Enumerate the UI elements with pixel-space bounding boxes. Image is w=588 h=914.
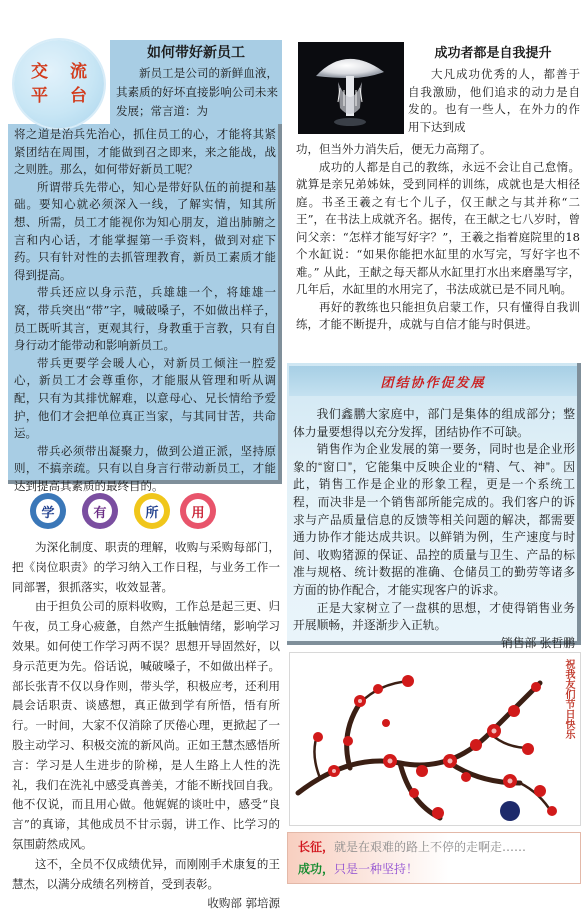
badge-line-2: 平 台	[31, 86, 95, 106]
article-paragraph: 带兵更要学会暖人心，对新员工倾注一腔爱心，新员工才会尊重你，才能服从管理和听从调配，只有为其排忧解难，以意母心、兄长情给予爱护，他们才会把单位真正当家，与其同甘苦，共命运。	[14, 355, 276, 441]
quote-text: 只是一种坚持！	[334, 862, 419, 876]
learn-article	[12, 538, 280, 914]
article-body	[14, 126, 276, 495]
teamwork-paragraph: 我们鑫鹏大家庭中，部门是集体的组成部分；整体力量要想得以充分发挥，团结协作不可缺。	[293, 407, 575, 439]
success-paragraph: 功，但当外力消失后，便无力高翔了。	[296, 142, 492, 156]
quote-line-2	[298, 858, 570, 880]
greeting-tag: klick	[522, 807, 538, 815]
article-paragraph: 将之道是治兵先治心，抓住员工的心，才能将其紧紧团结在周围，才能做到召之即来，来之能战，战之则胜。那么，如何带好新员工呢？	[14, 127, 276, 177]
badge-line-1: 交 流	[31, 62, 95, 82]
article-paragraph: 所谓带兵先带心，知心是带好队伍的前提和基础。要知心就必须深入一线，了解实情，知其所想、所需，员工才能视你为知心朋友，道出肺腑之言和内心话，才能掌握第一手资料，做到对症下药。只有针对性的去抓管理教育，新员工素质才能得到提高。	[14, 179, 276, 282]
success-lead: 大凡成功优秀的人，都善于自我激励，他们追求的动力是自发的。也有一些人，在外力的作用下达到成	[408, 67, 580, 134]
teamwork-signature: 销售部 张哲鹏	[500, 635, 575, 650]
article-paragraph: 带兵必须带出凝聚力，做到公道正派，坚持原则，不搞亲疏。只有以自身言行带动新员工，才能达到提高其素质的最终目的。	[14, 443, 276, 493]
teamwork-article	[293, 406, 575, 652]
section-heading-circles	[30, 493, 230, 529]
success-paragraph: 再好的教练也只能担负启蒙工作，只有懂得自我训练，才能不断提升，成就与自信才能与时俱进。	[296, 299, 580, 331]
success-paragraph: 成功的人都是自己的教练，永远不会让自己怠惰。就算是亲兄弟姊妹，受到同样的训练，成就也是大相径庭。书圣王羲之有七个儿子，仅王献之与其并称“二王”，在书法上成就齐名。据传，在王献之七八岁时，曾问父亲：“怎样才能写好字？”，王羲之指着庭院里的18个水缸说：“如果你能把水缸里的水写完，写好字也不难。” 从此，王献之每天都从水缸里打水出来磨墨写字，几年后，水缸里的水用完了，书法成就已是不同凡响。	[296, 159, 580, 296]
article-intro: 新员工是公司的新鲜血液，其素质的好坏直接影响公司未来发展；常言道：为	[116, 66, 278, 118]
section-badge	[14, 40, 104, 128]
success-body	[296, 141, 580, 334]
article-title: 如何带好新员工	[147, 45, 245, 61]
quote-line-1	[298, 836, 570, 858]
mushroom-photo	[298, 42, 404, 134]
teamwork-paragraph: 销售作为企业发展的第一要务，同时也是企业形象的“窗口”，它能集中反映企业的“精、气、神”。因此，销售工作是企业的形象工程，更是一个系统工程，而决非是一个销售部所能完成的。我们客户的诉求与产品质量信息的反馈等相关问题的解决，都需要通力协作才能达成共识。以鲜销为例，生产速度与时间、收购猪源的保证、品控的质量与卫生、产品的标准与规格、统计数据的准确、仓储员工的勤劳等诸多方面的协作配合，才能实现客户的诉求。	[293, 442, 575, 597]
learn-paragraph: 这不，全员不仅成绩优异，而刚刚手术康复的王慧杰，以满分成绩名列榜首，受到表彰。	[12, 856, 280, 891]
teamwork-paragraph: 正是大家树立了一盘棋的思想，才使得销售业务开展顺畅，并逐渐步入正轨。	[293, 600, 575, 633]
quote-keyword: 长征，	[298, 840, 335, 854]
heading-circle: 用	[180, 493, 216, 529]
learn-signature: 收购部 郭培源	[207, 896, 280, 911]
learn-paragraph: 为深化制度、职责的理解，收购与采购每部门，把《岗位职责》的学习纳入工作日程，与业务工作一同部署，狠抓落实，收效显著。	[12, 540, 280, 594]
greeting-vertical-text: 祝我友们节日快乐	[563, 659, 574, 739]
plum-blossom-illustration	[289, 652, 581, 826]
heading-circle: 学	[30, 493, 66, 529]
heading-circle: 所	[134, 493, 170, 529]
teamwork-title: 团结协作促发展	[380, 376, 486, 391]
plum-branch-icon	[290, 653, 582, 827]
quote-text: 就是在艰难的路上不停的走啊走……	[334, 840, 527, 854]
motto-quote	[287, 832, 581, 884]
article-paragraph: 带兵还应以身示范，兵雄雄一个，将雄雄一窝，带兵突出“带”字，喊破嗓子，不如做出样子，员工既听其言，更观其行，身教重于言教，只有自身行动才能带动和影响新员工。	[14, 285, 276, 353]
quote-keyword: 成功，	[298, 862, 335, 876]
learn-paragraph: 由于担负公司的原料收购，工作总是起三更、归午夜，员工身心疲惫，自然产生抵触情绪，影响学习效果。如何使工作学习两不误？思想开导固然好，以身示范更为先。俗话说，喊破嗓子，不如做出样子。部长张青不仅以身作则，带头学，积极应考，还利用晨会话职责、谈感想，真正做到学有所悟，悟有所行。一时间，大家不仅消除了厌倦心理，更掀起了一股主动学习、积极交流的新风尚。正如王慧杰感悟所言：学习是人生进步的阶梯，是人生路上人性的洗礼，我们在洗礼中感受真善美，才能不断找回自我。他不仅说，而且用心做。他娓娓的谈吐中，感受“良言”的真谛，其他成员不甘示弱，讲工作、比学习的氛围蔚然成风。	[12, 599, 280, 851]
success-title: 成功者都是自我提升	[434, 46, 552, 61]
heading-circle: 有	[82, 493, 118, 529]
